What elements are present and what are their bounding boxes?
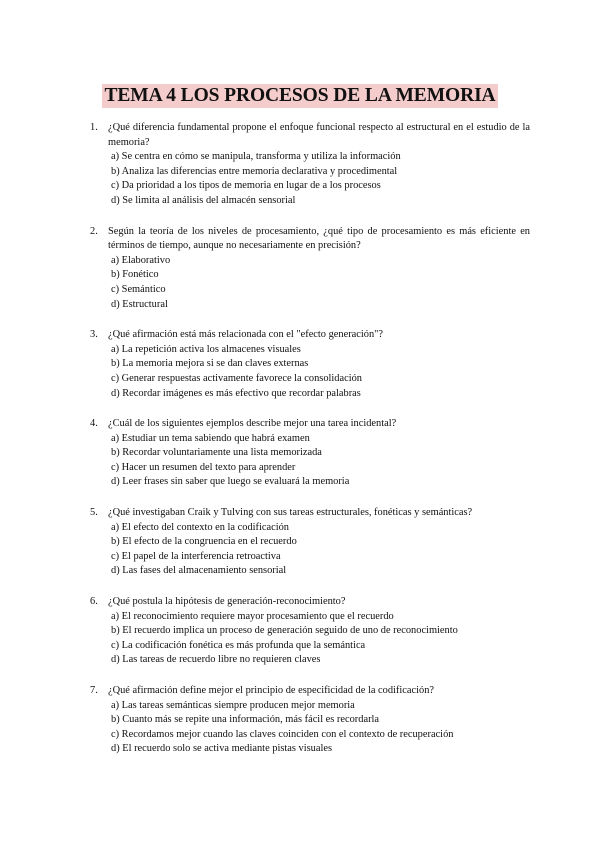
option-item: b) El recuerdo implica un proceso de generación seguido de uno de reconocimiento	[111, 625, 458, 637]
option-item: d) El recuerdo solo se activa mediante pistas visuales	[111, 743, 333, 755]
question-text: ¿Qué diferencia fundamental propone el enfoque funcional respecto al estructural en el estudio de la memoria?	[108, 122, 530, 148]
option-item: a) Se centra en cómo se manipula, transforma y utiliza la información	[111, 151, 401, 163]
option-item: b) Cuanto más se repite una información, más fácil es recordarla	[111, 714, 380, 726]
option-item: b) Fonético	[111, 269, 159, 281]
option-item: a) Las tareas semánticas siempre producen mejor memoria	[111, 699, 355, 711]
question-text: ¿Qué postula la hipótesis de generación-reconocimiento?	[108, 596, 346, 608]
document-title: TEMA 4 LOS PROCESOS DE LA MEMORIA	[104, 85, 496, 106]
question-number: 2.	[90, 225, 98, 237]
question-text: ¿Qué investigaban Craik y Tulving con sus tareas estructurales, fonéticas y semánticas?	[108, 507, 473, 519]
option-item: a) La repetición activa los almacenes visuales	[111, 343, 301, 355]
option-item: a) Elaborativo	[111, 254, 171, 266]
option-item: c) Recordamos mejor cuando las claves coinciden con el contexto de recuperación	[111, 728, 454, 740]
question-text: ¿Qué afirmación está más relacionada con el "efecto generación"?	[108, 329, 384, 341]
question-number: 4.	[90, 418, 98, 430]
title-container	[0, 84, 600, 108]
option-item: c) Generar respuestas activamente favorece la consolidación	[111, 372, 362, 384]
option-list	[111, 254, 530, 312]
question-item	[90, 225, 530, 313]
option-item: d) Se limita al análisis del almacén sensorial	[111, 194, 296, 206]
question-number: 3.	[90, 329, 98, 341]
option-item: c) Hacer un resumen del texto para aprender	[111, 461, 296, 473]
option-item: d) Las fases del almacenamiento sensorial	[111, 565, 287, 577]
question-item	[90, 506, 530, 579]
question-number: 7.	[90, 685, 98, 696]
option-item: b) La memoria mejora si se dan claves externas	[111, 358, 309, 370]
option-list	[111, 150, 530, 208]
question-number: 6.	[90, 596, 98, 608]
option-item: d) Recordar imágenes es más efectivo que recordar palabras	[111, 387, 361, 399]
question-item	[90, 684, 530, 757]
question-item	[90, 328, 530, 401]
question-item	[90, 595, 530, 668]
option-item: a) El reconocimiento requiere mayor procesamiento que el recuerdo	[111, 610, 394, 622]
question-list	[90, 121, 530, 773]
option-item: d) Estructural	[111, 298, 168, 310]
question-text: Según la teoría de los niveles de procesamiento, ¿qué tipo de procesamiento es más eficiente en términos de tiempo, aunque no necesariamente en precisión?	[108, 225, 530, 252]
option-list	[111, 521, 530, 579]
option-list	[111, 432, 530, 490]
option-item: b) Recordar voluntariamente una lista memorizada	[111, 447, 322, 459]
option-list	[111, 610, 530, 668]
question-text: ¿Qué afirmación define mejor el principio de especificidad de la codificación?	[108, 685, 434, 696]
question-item	[90, 417, 530, 490]
option-item: c) Semántico	[111, 283, 166, 295]
option-item: c) Da prioridad a los tipos de memoria en lugar de a los procesos	[111, 180, 381, 192]
option-item: b) Analiza las diferencias entre memoria declarativa y procedimental	[111, 165, 398, 177]
question-item	[90, 121, 530, 209]
option-item: d) Las tareas de recuerdo libre no requieren claves	[111, 654, 321, 666]
option-item: c) La codificación fonética es más profunda que la semántica	[111, 639, 366, 651]
option-item: a) Estudiar un tema sabiendo que habrá examen	[111, 432, 310, 444]
question-text: ¿Cuál de los siguientes ejemplos describe mejor una tarea incidental?	[108, 418, 397, 430]
option-list	[111, 343, 530, 401]
option-item: c) El papel de la interferencia retroactiva	[111, 550, 281, 562]
option-item: d) Leer frases sin saber que luego se evaluará la memoria	[111, 476, 350, 488]
option-item: b) El efecto de la congruencia en el recuerdo	[111, 536, 297, 548]
option-list	[111, 699, 530, 757]
option-item: a) El efecto del contexto en la codificación	[111, 521, 289, 533]
question-number: 1.	[90, 122, 98, 133]
question-number: 5.	[90, 507, 98, 519]
